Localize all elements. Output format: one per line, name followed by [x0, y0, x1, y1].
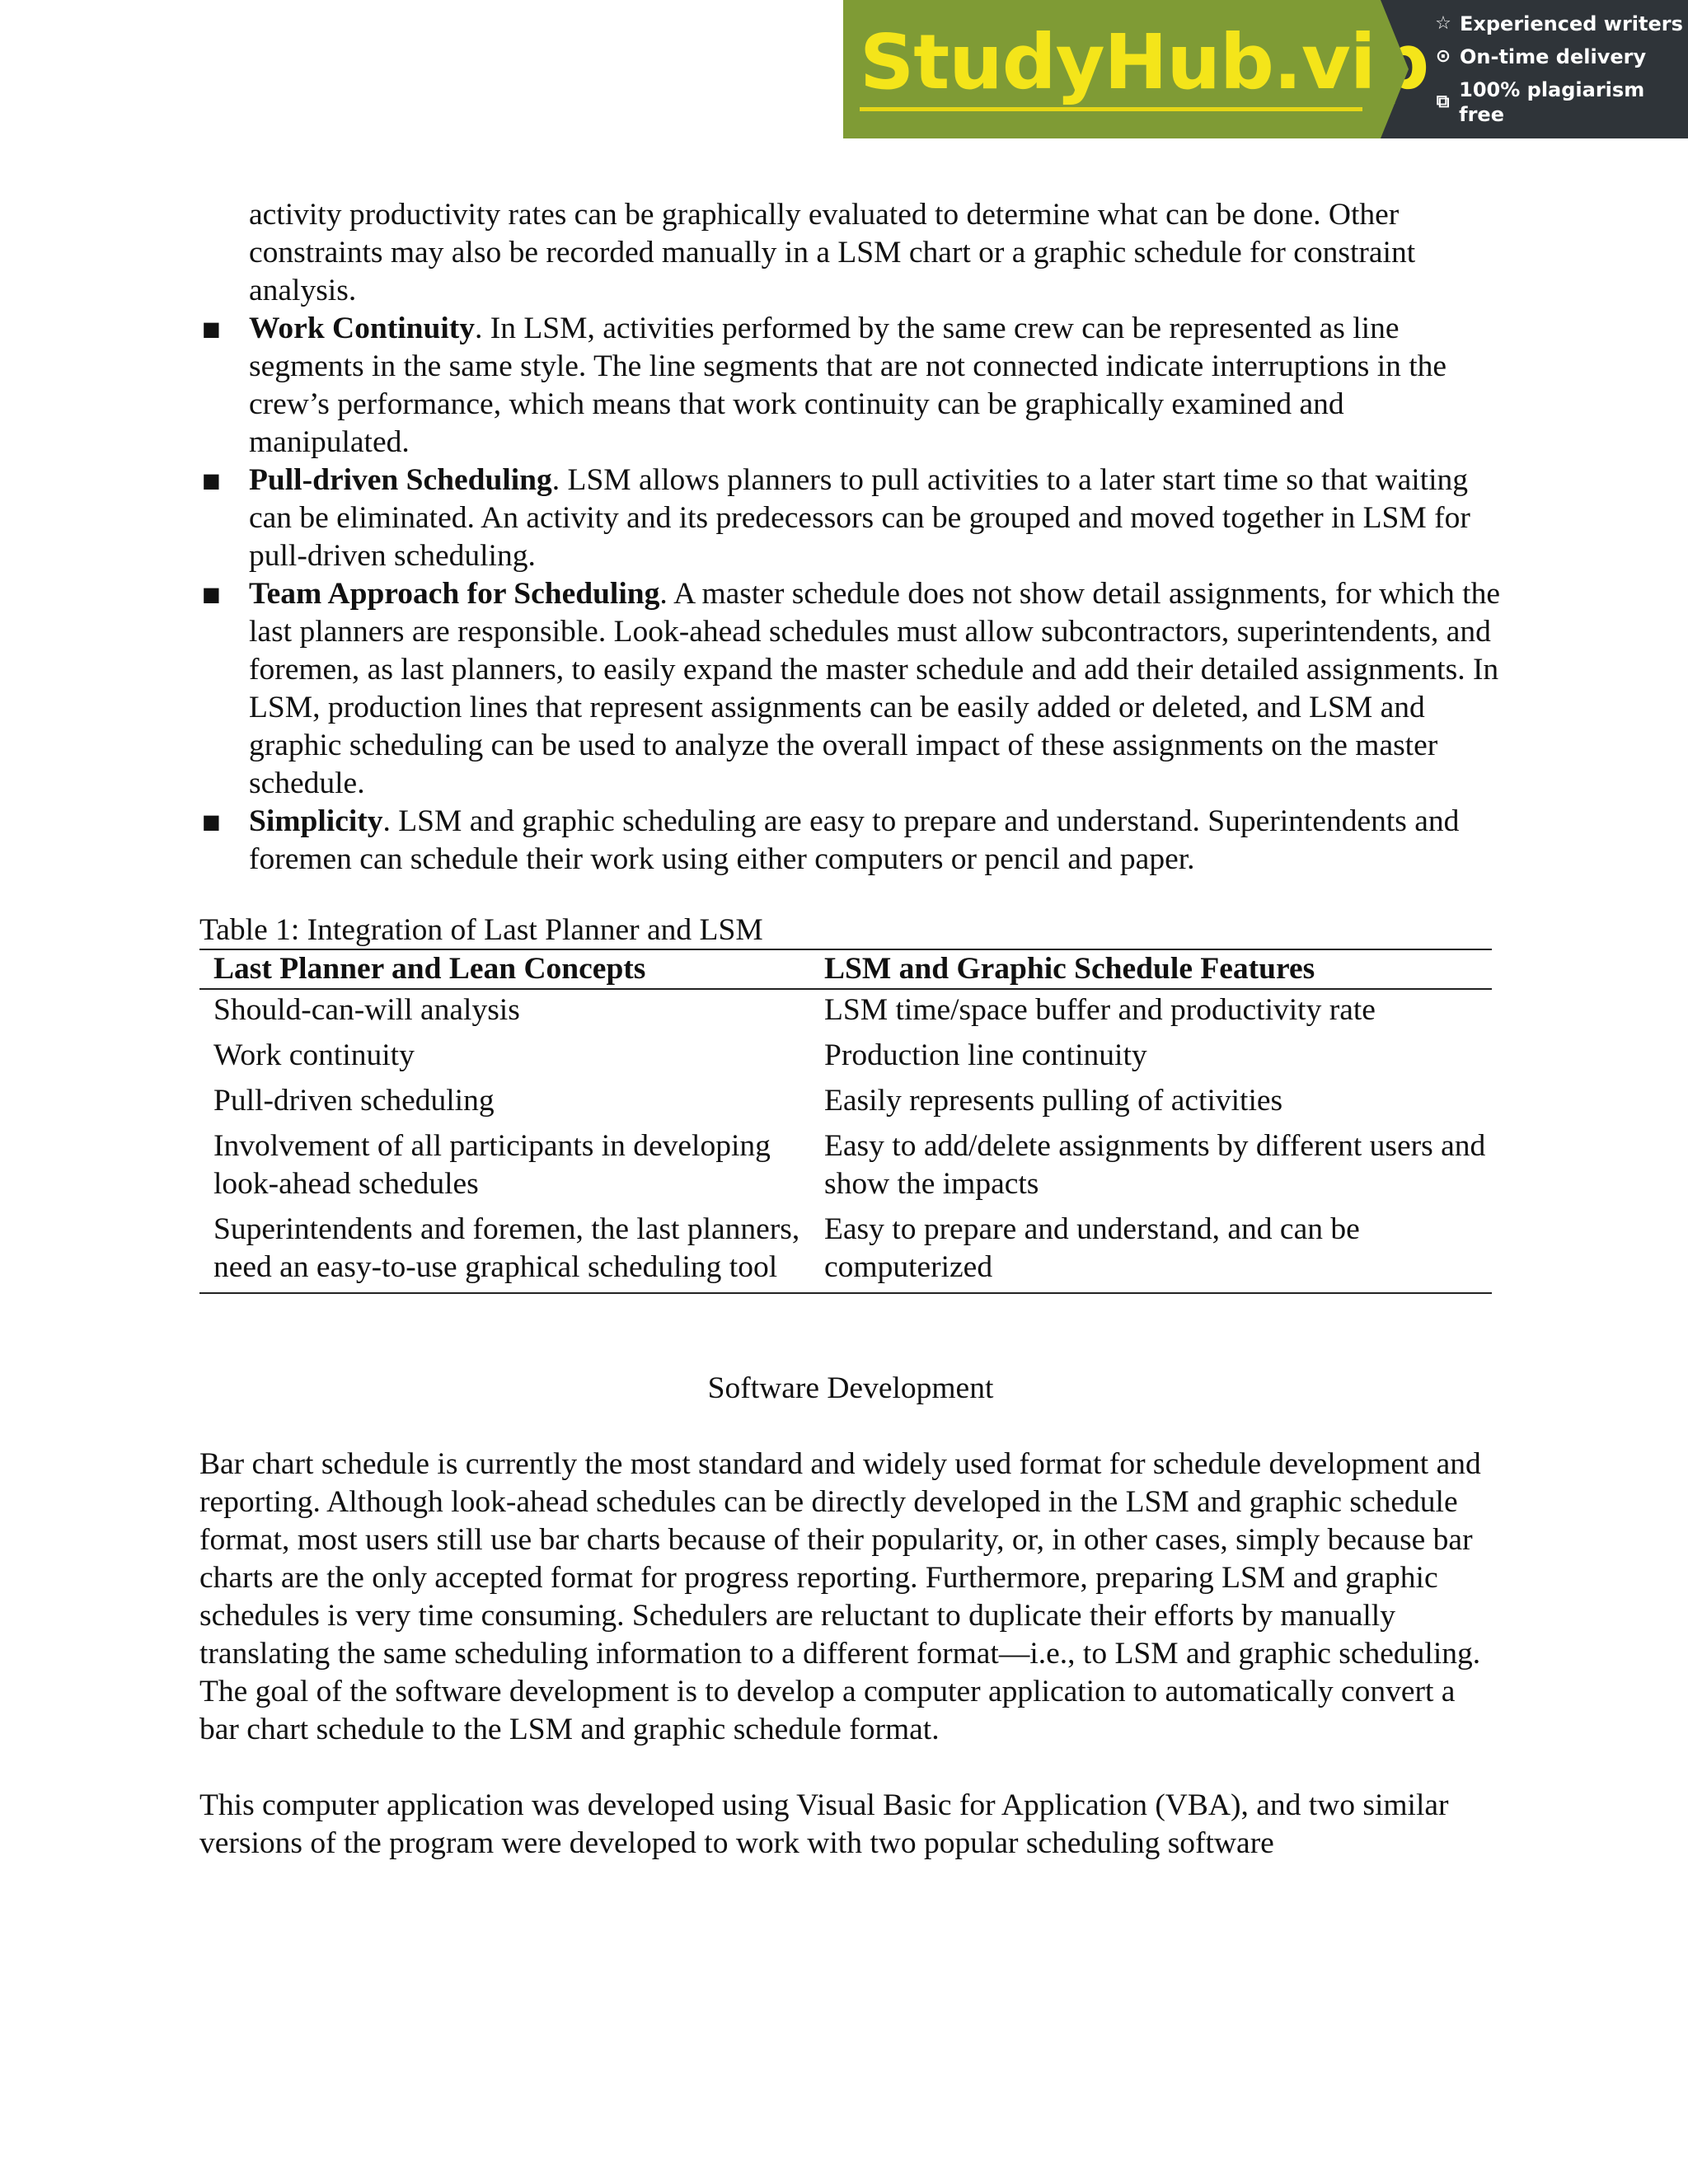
list-item [199, 575, 1502, 803]
table-cell: Work continuity [213, 1038, 415, 1072]
banner-logo-panel [843, 0, 1429, 138]
table-row [199, 1080, 1492, 1126]
table-cell: Easy to prepare and understand, and can be computerized [824, 1212, 1360, 1284]
table-cell: Involvement of all participants in developing look-ahead schedules [213, 1129, 771, 1201]
bullet-title: Pull-driven Scheduling [249, 463, 552, 497]
bullet-title: Simplicity [249, 804, 383, 838]
table-row [199, 1035, 1492, 1080]
table-row [199, 989, 1492, 1035]
bullet-text: . In LSM, activities performed by the same crew can be represented as line segments in the same style. The line segments that are not connected indicate interruptions in the crew’s performance, which means that work continuity can be graphically examined and manipulated. [249, 312, 1447, 459]
continuation-paragraph: activity productivity rates can be graphically evaluated to determine what can be done. Other constraints may also be recorded manually in a LSM chart or a graphic schedule for constraint analysis. [249, 198, 1416, 307]
table-caption: Table 1: Integration of Last Planner and LSM [199, 913, 763, 947]
table-header: LSM and Graphic Schedule Features [810, 949, 1492, 989]
section-heading: Software Development [707, 1371, 994, 1405]
table-header: Last Planner and Lean Concepts [199, 949, 810, 989]
feature-label: On-time delivery [1460, 45, 1647, 68]
list-item [199, 803, 1502, 879]
table-cell: Should-can-will analysis [213, 993, 520, 1027]
bullet-square-icon: ■ [202, 469, 221, 492]
star-icon: ☆ [1435, 13, 1451, 34]
table-cell: Easy to add/delete assignments by different users and show the impacts [824, 1129, 1486, 1201]
bullet-title: Team Approach for Scheduling [249, 577, 660, 611]
table-row [199, 1126, 1492, 1209]
feature-plagiarism-free [1433, 77, 1688, 127]
table-cell: Production line continuity [824, 1038, 1147, 1072]
studyhub-logo: StudyHub.vip [860, 18, 1429, 106]
bullet-square-icon: ■ [202, 583, 221, 606]
document-body [199, 196, 1502, 1863]
copy-icon: ⧉ [1436, 91, 1450, 112]
feature-label: Experienced writers [1460, 12, 1683, 35]
integration-table [199, 949, 1492, 1294]
paragraph: Bar chart schedule is currently the most standard and widely used format for schedule development and reporting. Although look-ahead schedules can be directly developed in the LSM and graphic schedule format, most users still use bar charts because of their popularity, or, in other cases, simply because bar charts are the only accepted format for progress reporting. Furthermore, preparing LSM and graphic schedules is very time consuming. Schedulers are reluctant to duplicate their efforts by manually translating the same scheduling information to a different format—i.e., to LSM and graphic scheduling. The goal of the software development is to develop a computer application to automatically convert a bar chart schedule to the LSM and graphic schedule format. [199, 1447, 1481, 1746]
bullet-text: . A master schedule does not show detail assignments, for which the last planners are responsible. Look-ahead schedules must allow subcontractors, superintendents, and foremen, as last planners, to easily expand the master schedule and add their detailed assignments. In LSM, production lines that represent assignments can be easily added or deleted, and LSM and graphic scheduling can be used to analyze the overall impact of these assignments on the master schedule. [249, 577, 1500, 800]
feature-experienced-writers [1433, 12, 1688, 36]
feature-on-time-delivery [1433, 45, 1688, 69]
bullet-title: Work Continuity [249, 312, 476, 345]
paragraph: This computer application was developed using Visual Basic for Application (VBA), and two similar versions of the program were developed to work with two popular scheduling software [199, 1788, 1449, 1860]
studyhub-banner[interactable] [843, 0, 1688, 138]
feature-label: 100% plagiarism free [1459, 78, 1645, 126]
list-item [199, 310, 1502, 462]
bullet-square-icon: ■ [202, 810, 221, 833]
bullet-square-icon: ■ [202, 317, 221, 340]
bullet-text: . LSM allows planners to pull activities to a later start time so that waiting can be eliminated. An activity and its predecessors can be grouped and moved together in LSM for pull-driven scheduling. [249, 463, 1470, 573]
table-cell: Pull-driven scheduling [213, 1084, 495, 1118]
table-header-row [199, 949, 1492, 989]
table-cell: LSM time/space buffer and productivity rate [824, 993, 1376, 1027]
banner-arrow [1381, 0, 1409, 138]
clock-icon: ⊙ [1435, 46, 1451, 67]
bullet-text: . LSM and graphic scheduling are easy to prepare and understand. Superintendents and foremen can schedule their work using either computers or pencil and paper. [249, 804, 1460, 876]
list-item [199, 462, 1502, 575]
table-cell: Easily represents pulling of activities [824, 1084, 1283, 1118]
table-cell: Superintendents and foremen, the last planners, need an easy-to-use graphical scheduling tool [213, 1212, 800, 1284]
bullet-list [199, 310, 1502, 879]
table-row [199, 1209, 1492, 1293]
logo-underline [860, 107, 1362, 111]
